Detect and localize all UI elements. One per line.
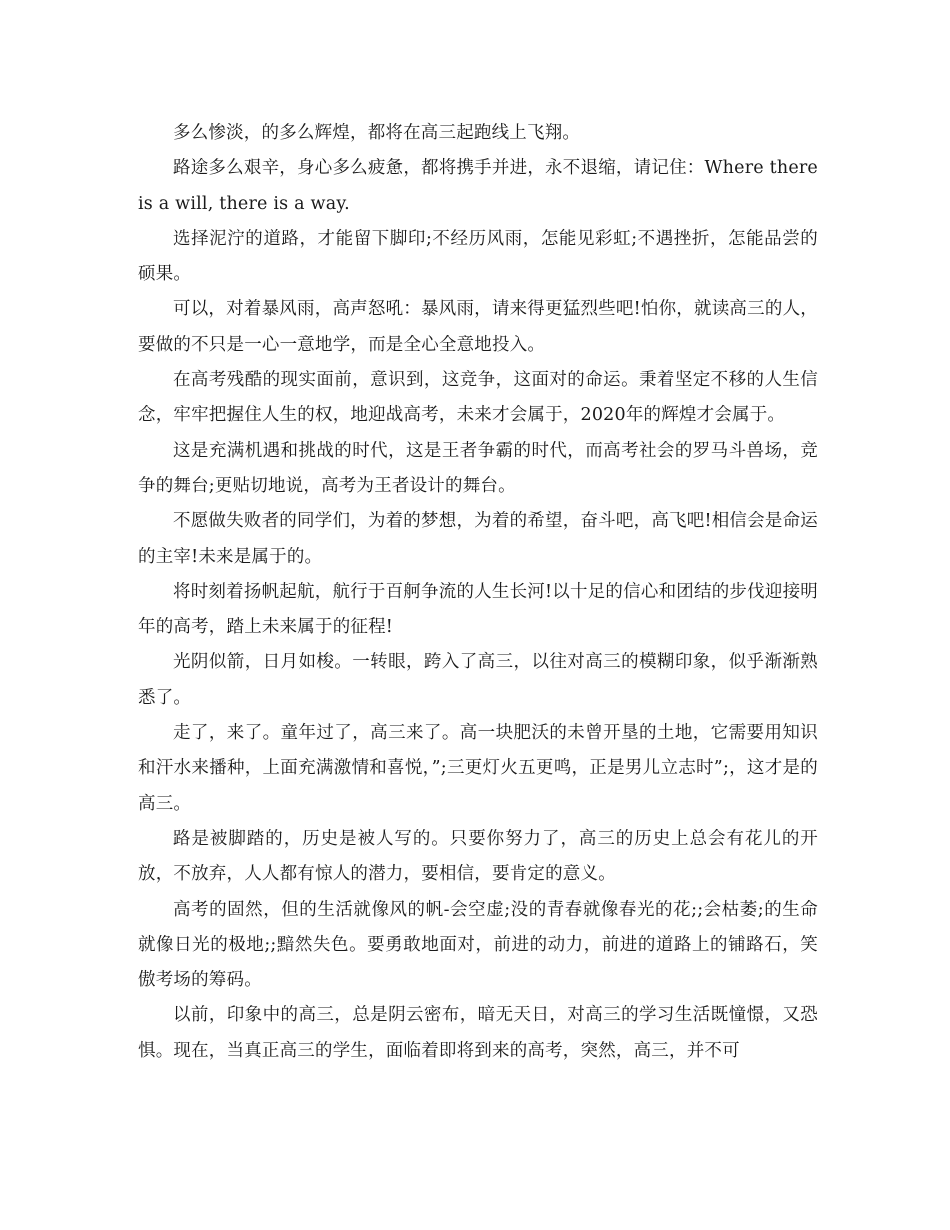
paragraph: 路是被脚踏的，历史是被人写的。只要你努力了，高三的历史上总会有花儿的开放，不放弃，人人都有惊人的潜力，要相信，要肯定的意义。 <box>138 828 818 885</box>
paragraph: 光阴似箭，日月如梭。一转眼，跨入了高三，以往对高三的模糊印象，似乎渐渐熟悉了。 <box>138 652 818 708</box>
paragraph: 将时刻着扬帆起航，航行于百舸争流的人生长河!以十足的信心和团结的步伐迎接明年的高考，踏上未来属于的征程! <box>138 581 818 638</box>
paragraph: 路途多么艰辛，身心多么疲惫，都将携手并进，永不退缩，请记住：Where there is a will, there is a way. <box>138 158 818 214</box>
paragraph: 选择泥泞的道路，才能留下脚印;不经历风雨，怎能见彩虹;不遇挫折，怎能品尝的硕果。 <box>138 228 818 285</box>
paragraph: 以前，印象中的高三，总是阴云密布，暗无天日，对高三的学习生活既憧憬，又恐惧。现在，当真正高三的学生，面临着即将到来的高考，突然，高三，并不可 <box>138 1005 818 1061</box>
paragraph: 在高考残酷的现实面前，意识到，这竞争，这面对的命运。秉着坚定不移的人生信念，牢牢把握住人生的权，地迎战高考，未来才会属于，2020年的辉煌才会属于。 <box>138 370 818 426</box>
paragraph: 可以，对着暴风雨，高声怒吼：暴风雨，请来得更猛烈些吧!怕你，就读高三的人，要做的不只是一心一意地学，而是全心全意地投入。 <box>138 299 818 355</box>
paragraph: 多么惨淡，的多么辉煌，都将在高三起跑线上飞翔。 <box>173 123 581 143</box>
paragraph: 不愿做失败者的同学们，为着的梦想，为着的希望，奋斗吧，高飞吧!相信会是命运的主宰!未来是属于的。 <box>138 511 818 567</box>
paragraph: 高考的固然，但的生活就像风的帆-会空虚;没的青春就像春光的花;;会枯萎;的生命就像日光的极地;;黯然失色。要勇敢地面对，前进的动力，前进的道路上的铺路石，笑傲考场的筹码。 <box>138 899 818 991</box>
paragraph: 走了，来了。童年过了，高三来了。高一块肥沃的未曾开垦的土地，它需要用知识和汗水来播种，上面充满激情和喜悦，”;三更灯火五更鸣，正是男儿立志时”;，这才是的高三。 <box>138 723 818 814</box>
paragraph: 这是充满机遇和挑战的时代，这是王者争霸的时代，而高考社会的罗马斗兽场，竞争的舞台;更贴切地说，高考为王者设计的舞台。 <box>138 440 818 496</box>
document-body <box>138 116 818 1069</box>
